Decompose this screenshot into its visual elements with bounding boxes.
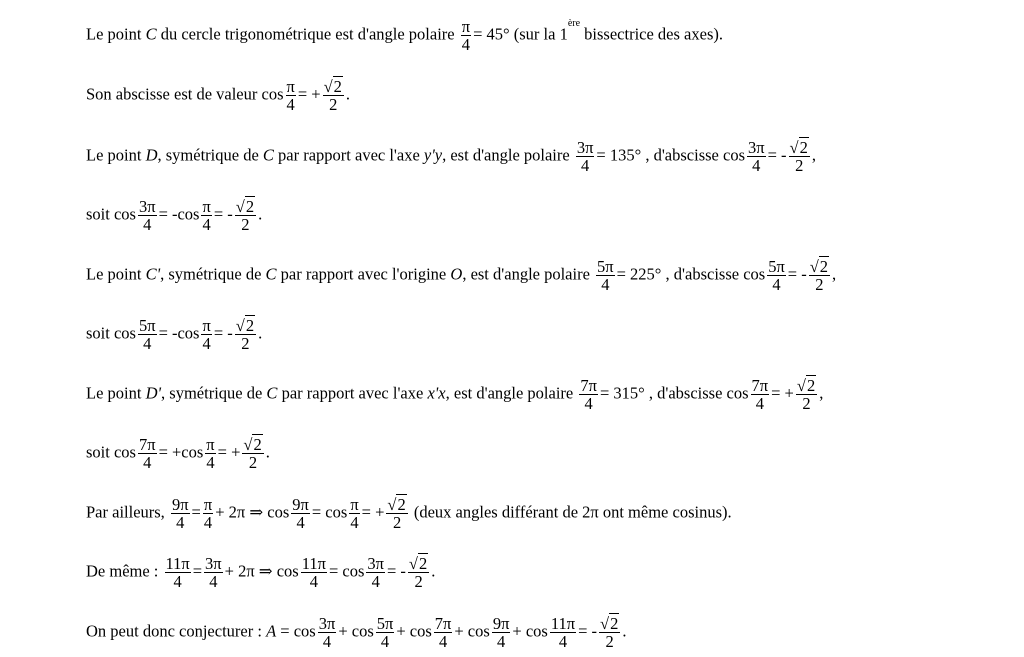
cos: cos bbox=[113, 323, 136, 343]
fraction bbox=[579, 377, 598, 412]
radicand: 2 bbox=[819, 257, 829, 276]
denominator: 2 bbox=[795, 156, 804, 175]
square-root: √2 bbox=[235, 197, 255, 216]
denominator: 4 bbox=[380, 632, 390, 651]
text: = 135° , d'abscisse bbox=[596, 145, 723, 165]
fraction-sqrt bbox=[809, 258, 830, 293]
fraction bbox=[550, 615, 576, 650]
fraction bbox=[138, 436, 157, 471]
text: , bbox=[832, 264, 837, 284]
radicand: 2 bbox=[253, 435, 262, 454]
denominator: 4 bbox=[206, 453, 215, 472]
fraction bbox=[138, 198, 157, 233]
text: + cos bbox=[512, 621, 548, 641]
variable-d-prime: D' bbox=[145, 383, 162, 403]
text: . bbox=[431, 561, 436, 581]
text: soit bbox=[86, 204, 114, 224]
text: . bbox=[258, 204, 263, 224]
denominator: 4 bbox=[202, 334, 211, 353]
denominator: 2 bbox=[414, 572, 423, 591]
fraction bbox=[376, 615, 395, 650]
text: = 225° , d'abscisse bbox=[616, 264, 744, 284]
text: On peut donc conjecturer : bbox=[86, 621, 267, 641]
text: = -cos bbox=[158, 323, 200, 343]
variable-c: C bbox=[266, 383, 278, 403]
numerator bbox=[809, 258, 830, 276]
text: = cos bbox=[276, 621, 316, 641]
cos: cos bbox=[723, 145, 745, 165]
numerator: 7π bbox=[138, 435, 156, 454]
fraction-sqrt bbox=[242, 436, 263, 471]
numerator: 3π bbox=[367, 554, 384, 573]
text: = + bbox=[217, 442, 241, 462]
fraction bbox=[461, 18, 471, 53]
paragraph-conjecture bbox=[86, 615, 626, 650]
numerator: 3π bbox=[576, 138, 594, 157]
fraction bbox=[349, 496, 359, 531]
text: + cos bbox=[454, 621, 490, 641]
square-root: √2 bbox=[809, 257, 829, 276]
text: (deux angles différant de 2π ont même cosinus). bbox=[409, 502, 732, 522]
variable-c: C bbox=[265, 264, 277, 284]
fraction-sqrt bbox=[599, 615, 620, 650]
radicand: 2 bbox=[610, 614, 619, 633]
numerator bbox=[323, 78, 344, 96]
fraction bbox=[205, 436, 215, 471]
variable-c-prime: C' bbox=[145, 264, 161, 284]
denominator: 4 bbox=[772, 275, 781, 294]
text: = - bbox=[386, 561, 406, 581]
fraction bbox=[767, 258, 786, 293]
text: Son abscisse est de valeur bbox=[86, 84, 262, 104]
text: . bbox=[622, 621, 627, 641]
text: = - bbox=[213, 323, 233, 343]
numerator: π bbox=[202, 197, 211, 216]
text: + 2π ⇒ cos bbox=[224, 561, 299, 581]
text: = -cos bbox=[158, 204, 200, 224]
fraction-sqrt bbox=[235, 317, 256, 352]
denominator: 4 bbox=[461, 35, 471, 54]
numerator: π bbox=[286, 77, 295, 96]
text: De même : bbox=[86, 561, 163, 581]
denominator: 2 bbox=[815, 275, 824, 294]
superscript: ère bbox=[567, 18, 581, 29]
cos: cos bbox=[743, 264, 766, 284]
denominator: 4 bbox=[286, 95, 295, 114]
cos: cos bbox=[113, 442, 136, 462]
denominator: 4 bbox=[296, 513, 305, 532]
paragraph-soit-d bbox=[86, 198, 262, 233]
numerator bbox=[242, 436, 263, 454]
fraction bbox=[138, 317, 157, 352]
variable-c: C bbox=[145, 24, 157, 44]
numerator bbox=[408, 555, 429, 573]
text: bissectrice des axes). bbox=[580, 24, 723, 44]
numerator: 7π bbox=[434, 614, 452, 633]
variable-c: C bbox=[262, 145, 274, 165]
fraction bbox=[301, 555, 327, 590]
cos: cos bbox=[113, 204, 136, 224]
denominator: 4 bbox=[584, 394, 593, 413]
numerator: 3π bbox=[748, 138, 765, 157]
paragraph-point-c bbox=[86, 18, 723, 53]
text: , symétrique de bbox=[160, 264, 266, 284]
numerator: π bbox=[202, 316, 211, 335]
fraction bbox=[366, 555, 385, 590]
text: = 45° (sur la 1 bbox=[473, 24, 568, 44]
denominator: 4 bbox=[752, 156, 761, 175]
paragraph-soit-c-prime bbox=[86, 317, 262, 352]
fraction-sqrt bbox=[796, 377, 817, 412]
text: . bbox=[265, 442, 270, 462]
fraction bbox=[165, 555, 191, 590]
paragraph-point-d bbox=[86, 139, 816, 174]
paragraph-point-d-prime bbox=[86, 377, 823, 412]
denominator: 2 bbox=[241, 215, 250, 234]
radicand: 2 bbox=[799, 138, 808, 157]
fraction bbox=[318, 615, 337, 650]
fraction bbox=[291, 496, 310, 531]
text: Le point bbox=[86, 383, 146, 403]
numerator: 5π bbox=[376, 614, 394, 633]
fraction bbox=[286, 78, 296, 113]
denominator: 4 bbox=[143, 334, 152, 353]
text: soit bbox=[86, 442, 114, 462]
denominator: 4 bbox=[371, 572, 380, 591]
square-root: √2 bbox=[408, 554, 428, 573]
denominator: 4 bbox=[143, 215, 152, 234]
text: par rapport avec l'origine bbox=[276, 264, 451, 284]
denominator: 4 bbox=[438, 632, 448, 651]
text: Le point bbox=[86, 264, 146, 284]
fraction bbox=[492, 615, 511, 650]
numerator: π bbox=[206, 435, 215, 454]
fraction bbox=[747, 139, 766, 174]
text: Par ailleurs, bbox=[86, 502, 169, 522]
text: soit bbox=[86, 323, 114, 343]
denominator: 2 bbox=[241, 334, 250, 353]
numerator: 3π bbox=[318, 614, 336, 633]
denominator: 4 bbox=[143, 453, 152, 472]
paragraph-soit-d-prime bbox=[86, 436, 270, 471]
numerator: π bbox=[350, 495, 359, 514]
text: = - bbox=[787, 264, 807, 284]
numerator bbox=[235, 317, 256, 335]
fraction bbox=[434, 615, 453, 650]
text: , bbox=[819, 383, 824, 403]
text: = cos bbox=[328, 561, 365, 581]
denominator: 4 bbox=[496, 632, 506, 651]
text: = bbox=[192, 561, 203, 581]
text: , est d'angle polaire bbox=[445, 383, 578, 403]
fraction bbox=[576, 139, 595, 174]
denominator: 4 bbox=[202, 215, 211, 234]
paragraph-abscisse bbox=[86, 78, 350, 113]
numerator: 7π bbox=[751, 376, 769, 395]
square-root: √2 bbox=[789, 138, 808, 157]
paragraph-de-meme bbox=[86, 555, 435, 590]
fraction-sqrt bbox=[323, 78, 344, 113]
numerator bbox=[386, 496, 407, 514]
axis-xx: x'x bbox=[427, 383, 446, 403]
numerator bbox=[599, 615, 620, 633]
radicand: 2 bbox=[418, 554, 428, 573]
text: = - bbox=[767, 145, 787, 165]
text: = 315° , d'abscisse bbox=[599, 383, 727, 403]
text: . bbox=[345, 84, 351, 104]
text: Le point bbox=[86, 24, 146, 44]
radicand: 2 bbox=[333, 77, 342, 96]
square-root: √2 bbox=[600, 614, 619, 633]
denominator: 4 bbox=[601, 275, 610, 294]
cos: cos bbox=[261, 84, 284, 104]
fraction bbox=[204, 555, 223, 590]
numerator: 9π bbox=[171, 495, 189, 514]
numerator: π bbox=[461, 17, 471, 36]
origin-o: O bbox=[450, 264, 463, 284]
text: = + bbox=[361, 502, 385, 522]
text: + 2π ⇒ cos bbox=[215, 502, 290, 522]
text: = cos bbox=[311, 502, 348, 522]
paragraph-par-ailleurs bbox=[86, 496, 732, 531]
denominator: 2 bbox=[392, 513, 402, 532]
denominator: 4 bbox=[309, 572, 318, 591]
fraction bbox=[201, 317, 211, 352]
square-root: √2 bbox=[235, 316, 255, 335]
denominator: 4 bbox=[322, 632, 332, 651]
cos: cos bbox=[726, 383, 749, 403]
numerator: 5π bbox=[597, 257, 614, 276]
numerator: 7π bbox=[580, 376, 597, 395]
denominator: 4 bbox=[558, 632, 568, 651]
text: , symétrique de bbox=[157, 145, 263, 165]
denominator: 4 bbox=[581, 156, 590, 175]
text: , est d'angle polaire bbox=[442, 145, 574, 165]
text: , est d'angle polaire bbox=[462, 264, 595, 284]
text: + cos bbox=[338, 621, 374, 641]
numerator: 9π bbox=[292, 495, 309, 514]
numerator: 11π bbox=[301, 554, 326, 573]
square-root: √2 bbox=[243, 435, 262, 454]
text: par rapport avec l'axe bbox=[273, 145, 424, 165]
text: = + bbox=[297, 84, 321, 104]
variable-a: A bbox=[266, 621, 277, 641]
axis-yy: y'y bbox=[423, 145, 443, 165]
variable-d: D bbox=[145, 145, 158, 165]
denominator: 2 bbox=[605, 632, 614, 651]
square-root: √2 bbox=[796, 376, 816, 395]
text: = +cos bbox=[158, 442, 204, 462]
fraction bbox=[201, 198, 211, 233]
text: . bbox=[258, 323, 263, 343]
fraction-sqrt bbox=[235, 198, 256, 233]
numerator: 3π bbox=[138, 197, 156, 216]
denominator: 2 bbox=[802, 394, 811, 413]
fraction bbox=[171, 496, 190, 531]
radicand: 2 bbox=[245, 197, 255, 216]
numerator bbox=[796, 377, 817, 395]
denominator: 4 bbox=[755, 394, 764, 413]
text: par rapport avec l'axe bbox=[277, 383, 428, 403]
text: Le point bbox=[86, 145, 146, 165]
radicand: 2 bbox=[397, 495, 406, 514]
radicand: 2 bbox=[245, 316, 255, 335]
denominator: 2 bbox=[248, 453, 258, 472]
fraction bbox=[203, 496, 213, 531]
text: + cos bbox=[396, 621, 432, 641]
numerator: 5π bbox=[768, 257, 785, 276]
text: = + bbox=[771, 383, 794, 403]
fraction bbox=[751, 377, 770, 412]
square-root: √2 bbox=[323, 77, 342, 96]
numerator bbox=[789, 139, 810, 157]
fraction-sqrt bbox=[386, 496, 407, 531]
denominator: 4 bbox=[350, 513, 359, 532]
square-root: √2 bbox=[387, 495, 406, 514]
denominator: 4 bbox=[176, 513, 185, 532]
denominator: 4 bbox=[209, 572, 218, 591]
numerator: 5π bbox=[138, 316, 156, 335]
numerator bbox=[235, 198, 256, 216]
paragraph-point-c-prime bbox=[86, 258, 836, 293]
text: = - bbox=[213, 204, 233, 224]
fraction bbox=[596, 258, 615, 293]
numerator: 9π bbox=[492, 614, 510, 633]
fraction-sqrt bbox=[789, 139, 810, 174]
text: , bbox=[811, 145, 816, 165]
radicand: 2 bbox=[806, 376, 816, 395]
text: , symétrique de bbox=[161, 383, 267, 403]
numerator: 11π bbox=[550, 614, 576, 633]
fraction-sqrt bbox=[408, 555, 429, 590]
numerator: 3π bbox=[205, 554, 222, 573]
text: = bbox=[191, 502, 201, 522]
text: du cercle trigonométrique est d'angle polaire bbox=[156, 24, 459, 44]
denominator: 4 bbox=[203, 513, 213, 532]
denominator: 4 bbox=[173, 572, 182, 591]
numerator: π bbox=[203, 495, 213, 514]
text: = - bbox=[578, 621, 597, 641]
numerator: 11π bbox=[165, 554, 190, 573]
denominator: 2 bbox=[329, 95, 338, 114]
